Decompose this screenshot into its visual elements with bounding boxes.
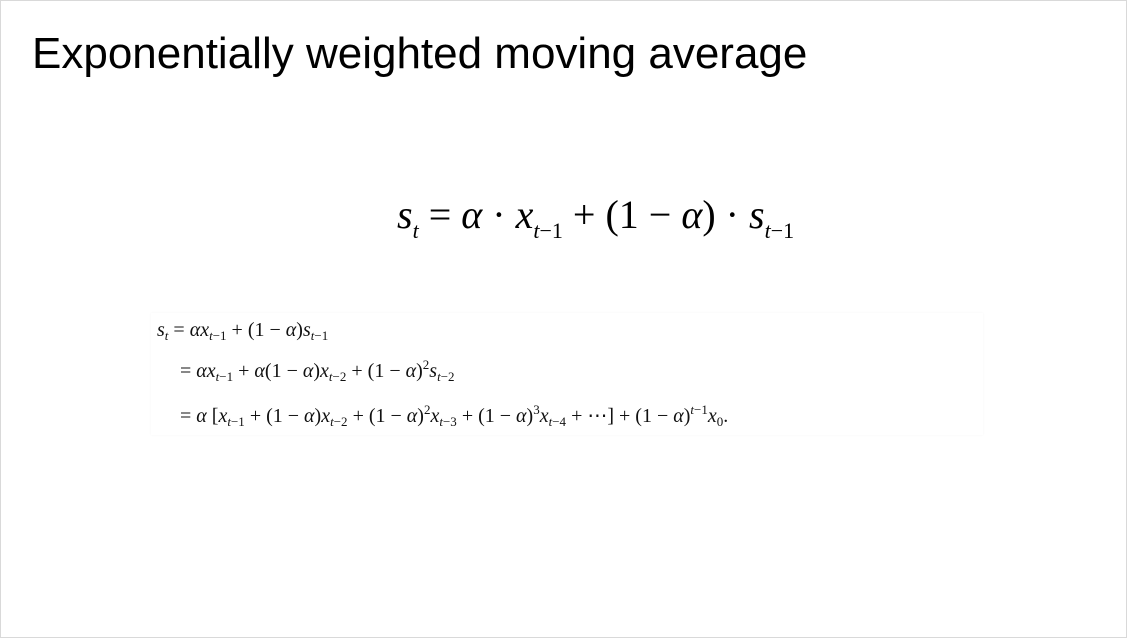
derivation-image (151, 313, 983, 435)
slide-title: Exponentially weighted moving average (32, 29, 808, 78)
derivation-line-1: $s_t = \alpha x_{t-1} + (1 - \alpha)s_{t-1}$ (157, 319, 329, 343)
derivation-line-2: = $\alpha x_{t-1} + \alpha(1 - \alpha)x_{t-2} + (1 - \alpha)^2s_{t-2}$ (180, 357, 455, 384)
derivation-line-3: = α [$x_{t-1} + (1 - \alpha)x_{t-2} + (1 - \alpha)^2x_{t-3} + (1 - \alpha)^3x_{t-4}$ + ⋯] + $(1 - \alpha)^{t-1}x_0$. (180, 402, 729, 429)
main-equation: $s_t = \alpha \cdot x_{t-1} + (1 - \alpha) \cdot s_{t-1}$ (397, 192, 795, 243)
